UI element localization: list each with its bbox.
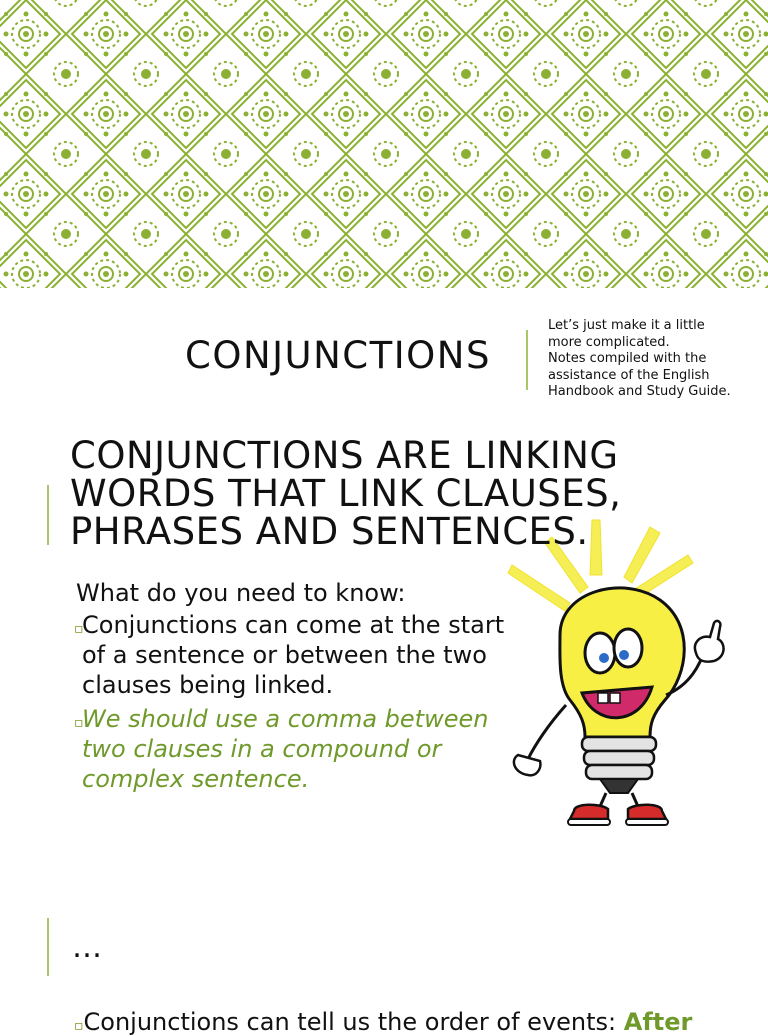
bullet-text: Conjunctions can come at the start of a sentence or between the two clauses being linked. <box>82 611 505 699</box>
notes-line: assistance of the English <box>548 367 710 383</box>
divider-line <box>526 330 528 390</box>
slide-title: CONJUNCTIONS <box>185 334 491 377</box>
highlight-word: After <box>623 1008 693 1036</box>
square-bullet-icon: ▫ <box>74 621 84 637</box>
pattern-banner <box>0 0 768 288</box>
lightbulb-character-icon <box>500 515 735 835</box>
bullet-item <box>74 1008 692 1036</box>
notes-line: Handbook and Study Guide. <box>548 384 731 399</box>
divider-line <box>47 918 49 976</box>
intro-text: What do you need to know: <box>76 579 406 607</box>
bullet-item <box>74 704 514 794</box>
notes-line: Let’s just make it a little <box>548 318 705 333</box>
divider-line <box>47 485 49 545</box>
square-bullet-icon: ▫ <box>74 715 84 731</box>
slide-heading: CONJUNCTIONS ARE LINKING WORDS THAT LINK CLAUSES, PHRASES AND SENTENCES. <box>70 434 622 553</box>
bullet-item <box>74 610 514 700</box>
slide-notes <box>548 318 758 401</box>
bullet-text: We should use a comma between two clauses in a compound or complex sentence. <box>82 705 489 793</box>
square-bullet-icon: ▫ <box>74 1018 84 1034</box>
notes-line: more complicated. <box>548 334 670 350</box>
slide-body <box>74 578 514 794</box>
slide-title: … <box>72 930 104 965</box>
bullet-text: Conjunctions can tell us the order of events: <box>83 1008 624 1036</box>
notes-line: Notes compiled with the <box>548 351 707 366</box>
